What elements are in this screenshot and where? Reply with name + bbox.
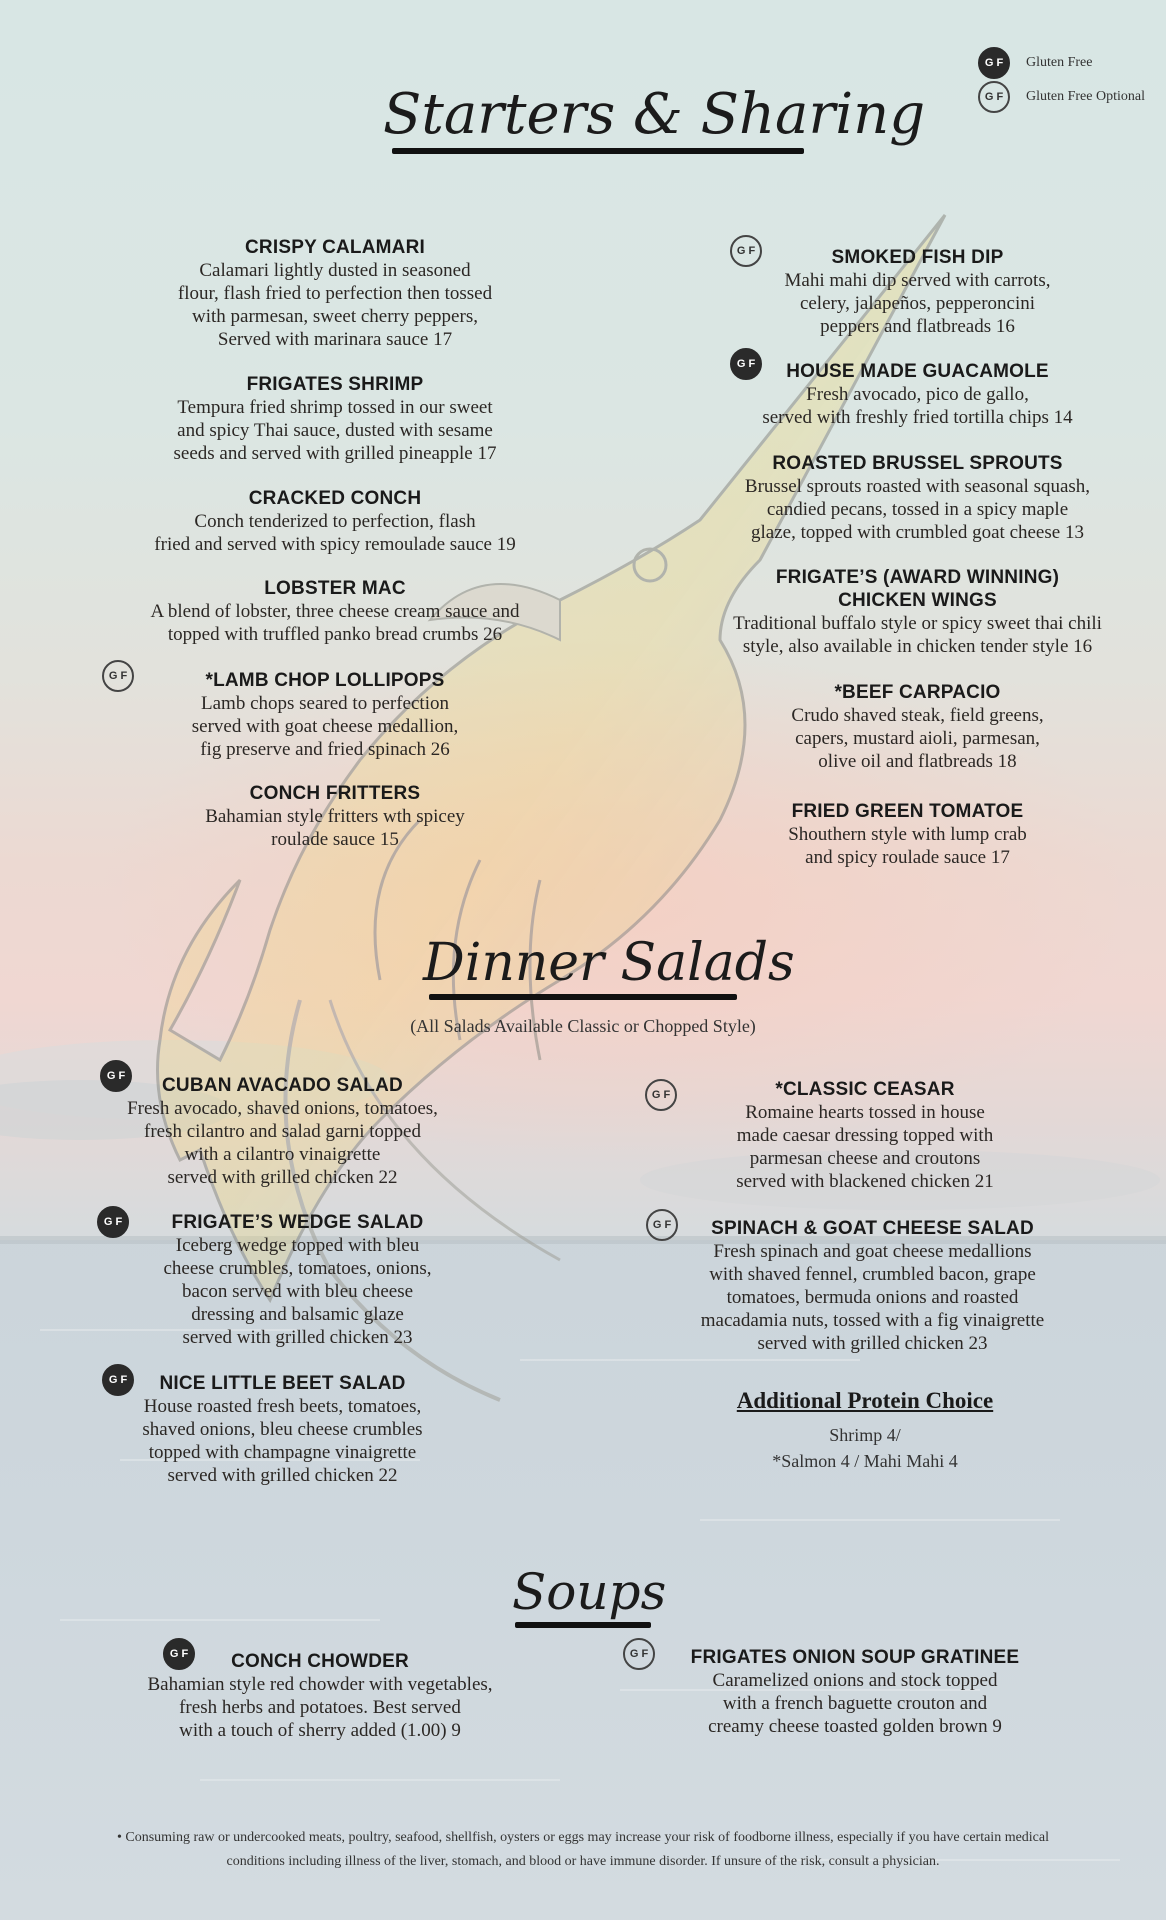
- menu-item-cuban-avacado-salad: [100, 1074, 465, 1189]
- salads-title-text: Dinner Salads: [423, 933, 795, 993]
- item-name: *LAMB CHOP LOLLIPOPS: [205, 670, 445, 691]
- item-name: CRACKED CONCH: [248, 488, 422, 509]
- gluten-free-icon: G F: [97, 1206, 129, 1238]
- item-name: CONCH FRITTERS: [249, 783, 421, 804]
- legend-row-gluten-free: [978, 46, 1145, 80]
- item-name: FRIED GREEN TOMATOE: [791, 801, 1024, 822]
- soups-title-underline: [515, 1622, 651, 1628]
- gluten-free-icon: G F: [978, 47, 1010, 79]
- soups-section-title: [512, 1562, 667, 1628]
- item-name: FRIGATE’S WEDGE SALAD: [171, 1212, 424, 1233]
- gluten-free-icon: G F: [730, 348, 762, 380]
- item-description: Calamari lightly dusted in seasoned flour, flash fried to perfection then tossed with parmesan, sweet cherry peppers, Served with marinara sauce 17: [177, 260, 493, 350]
- menu-item-classic-ceasar: [700, 1078, 1030, 1193]
- protein-line-shrimp: Shrimp 4/: [829, 1425, 901, 1445]
- menu-item-spinach-goat-cheese-salad: [675, 1217, 1070, 1355]
- item-name: SMOKED FISH DIP: [831, 247, 1004, 268]
- item-description: Fresh avocado, pico de gallo, served with freshly fried tortilla chips 14: [762, 384, 1073, 428]
- gluten-legend: [978, 46, 1145, 114]
- item-name: NICE LITTLE BEET SALAD: [159, 1373, 406, 1394]
- salads-section-title: [423, 932, 795, 1000]
- menu-item-crispy-calamari: [130, 236, 540, 351]
- item-name: FRIGATES ONION SOUP GRATINEE: [690, 1647, 1020, 1668]
- soups-title-text: Soups: [512, 1563, 667, 1621]
- item-description: Fresh spinach and goat cheese medallions with shaved fennel, crumbled bacon, grape tomatoes, bermuda onions and roasted macadamia nuts, tossed with a fig vinaigrette served with grilled chicken 23: [700, 1241, 1045, 1354]
- gluten-free-optional-icon: G F: [645, 1079, 677, 1111]
- item-description: House roasted fresh beets, tomatoes, shaved onions, bleu cheese crumbles topped with champagne vinaigrette served with grilled chicken 22: [142, 1396, 423, 1486]
- menu-item-nice-little-beet-salad: [115, 1372, 450, 1487]
- item-name: FRIGATES SHRIMP: [246, 374, 424, 395]
- item-description: Traditional buffalo style or spicy sweet thai chili style, also available in chicken tender style 16: [733, 613, 1102, 657]
- protein-title: Additional Protein Choice: [736, 1388, 994, 1413]
- legend-label-gluten-free: Gluten Free: [1026, 55, 1093, 70]
- item-description: Crudo shaved steak, field greens, capers, mustard aioli, parmesan, olive oil and flatbreads 18: [791, 705, 1044, 772]
- item-description: A blend of lobster, three cheese cream sauce and topped with truffled panko bread crumbs 26: [150, 601, 520, 645]
- item-name: LOBSTER MAC: [264, 578, 406, 599]
- item-name: ROASTED BRUSSEL SPROUTS: [772, 453, 1063, 474]
- menu-item-onion-soup-gratinee: [660, 1646, 1050, 1738]
- gluten-free-optional-icon: G F: [730, 235, 762, 267]
- item-description: Bahamian style fritters wth spicey roulade sauce 15: [205, 806, 465, 850]
- item-name: CONCH CHOWDER: [231, 1651, 409, 1672]
- gluten-free-optional-icon: G F: [646, 1209, 678, 1241]
- menu-item-lobster-mac: [110, 577, 560, 646]
- starters-title-text: Starters & Sharing: [383, 82, 926, 147]
- menu-item-conch-fritters: [170, 782, 500, 851]
- starters-title-underline: [392, 148, 805, 154]
- menu-item-house-made-guacamole: [740, 360, 1095, 429]
- item-description: Brussel sprouts roasted with seasonal squash, candied pecans, tossed in a spicy maple glaze, topped with crumbled goat cheese 13: [744, 476, 1091, 543]
- item-description: Caramelized onions and stock topped with a french baguette crouton and creamy cheese toasted golden brown 9: [708, 1670, 1002, 1737]
- item-description: Mahi mahi dip served with carrots, celery, jalapeños, pepperoncini peppers and flatbreads 16: [784, 270, 1051, 337]
- item-description: Fresh avocado, shaved onions, tomatoes, fresh cilantro and salad garni topped with a cilantro vinaigrette served with grilled chicken 22: [127, 1098, 438, 1188]
- food-safety-disclaimer: • Consuming raw or undercooked meats, poultry, seafood, shellfish, oysters or eggs may increase your risk of foodborne illness, especially if you have certain medical conditions including illness of the liver, stomach, and blood or have immune disorder. If unsure of the risk, consult a physician.: [116, 1830, 1050, 1869]
- menu-item-cracked-conch: [120, 487, 550, 556]
- item-description: Lamb chops seared to perfection served with goat cheese medallion, fig preserve and fried spinach 26: [191, 693, 459, 760]
- menu-item-chicken-wings: [705, 566, 1130, 658]
- item-name: HOUSE MADE GUACAMOLE: [786, 361, 1049, 382]
- item-name: CUBAN AVACADO SALAD: [162, 1075, 403, 1096]
- menu-item-frigates-shrimp: [130, 373, 540, 465]
- legend-row-gluten-free-optional: [978, 80, 1145, 114]
- gluten-free-icon: G F: [102, 1364, 134, 1396]
- item-name: CRISPY CALAMARI: [245, 237, 425, 258]
- additional-protein-choice: [700, 1386, 1030, 1474]
- item-description: Conch tenderized to perfection, flash fried and served with spicy remoulade sauce 19: [154, 511, 516, 555]
- menu-item-lamb-chop-lollipops: [150, 669, 500, 761]
- item-description: Shouthern style with lump crab and spicy roulade sauce 17: [788, 824, 1027, 868]
- item-description: Romaine hearts tossed in house made caesar dressing topped with parmesan cheese and croutons served with blackened chicken 21: [736, 1102, 994, 1192]
- legend-label-gluten-free-optional: Gluten Free Optional: [1026, 89, 1145, 104]
- item-name: *CLASSIC CEASAR: [775, 1079, 955, 1100]
- item-description: Iceberg wedge topped with bleu cheese crumbles, tomatoes, onions, bacon served with bleu cheese dressing and balsamic glaze served with grilled chicken 23: [163, 1235, 432, 1348]
- item-description: Tempura fried shrimp tossed in our sweet and spicy Thai sauce, dusted with sesame seeds and served with grilled pineapple 17: [173, 397, 497, 464]
- salads-title-underline: [429, 994, 736, 1000]
- gluten-free-optional-icon: G F: [623, 1638, 655, 1670]
- menu-item-beef-carpacio: [745, 681, 1090, 773]
- gluten-free-optional-icon: G F: [102, 660, 134, 692]
- protein-line-salmon-mahi: *Salmon 4 / Mahi Mahi 4: [772, 1451, 958, 1471]
- item-name: SPINACH & GOAT CHEESE SALAD: [711, 1218, 1034, 1239]
- menu-item-roasted-brussel-sprouts: [715, 452, 1120, 544]
- starters-section-title: [383, 82, 926, 154]
- menu-item-smoked-fish-dip: [745, 246, 1090, 338]
- menu-item-fried-green-tomatoe: [745, 800, 1070, 869]
- gluten-free-optional-icon: G F: [978, 81, 1010, 113]
- gluten-free-icon: G F: [100, 1060, 132, 1092]
- gluten-free-icon: G F: [163, 1638, 195, 1670]
- item-name: *BEEF CARPACIO: [834, 682, 1001, 703]
- menu-item-frigates-wedge-salad: [115, 1211, 480, 1349]
- item-description: Bahamian style red chowder with vegetables, fresh herbs and potatoes. Best served with a touch of sherry added (1.00) 9: [147, 1674, 493, 1741]
- item-name: FRIGATE’S (AWARD WINNING) CHICKEN WINGS: [775, 567, 1060, 611]
- salads-style-note: (All Salads Available Classic or Chopped Style): [410, 1016, 756, 1036]
